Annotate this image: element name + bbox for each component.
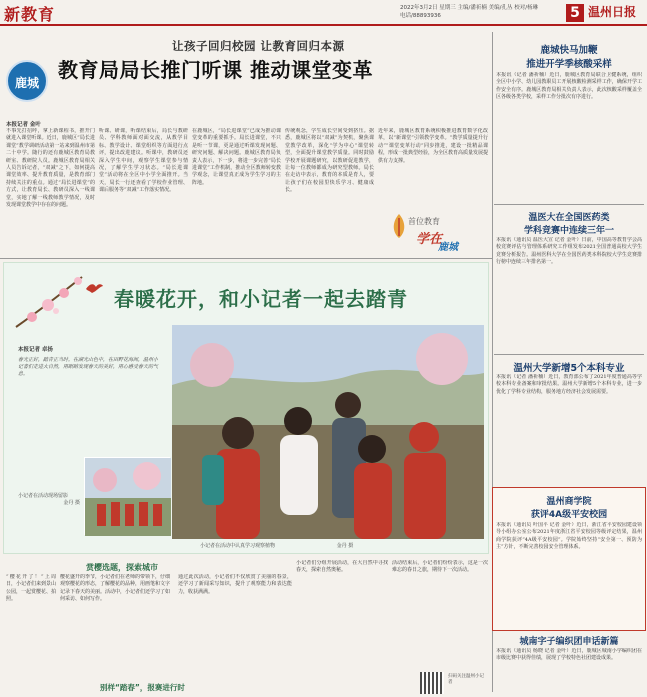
news-body: 本报讯（记者 潘祈楠）近日，教育部公布了2021年度普通高等学校本科专业备案和审批结果。温州大学新增5个本科专业，进一步优化了学科专业结构，服务地方经济社会发展需要。 [496,374,642,395]
subsection-text: 樱花盛开的季节，小记者们在老师的带领下，仔细观察樱花的形态，了解樱花的品种，用画笔和文字记录下春天的美丽。活动中，小记者们还学习了如何采访、如何写作。 [60,574,170,603]
section-name: 新教育 [4,5,56,24]
news-body: 本报讯（通讯员 叶国平 记者 金叶）近日，浙江省平安校园建设领导小组办公室公布2021年度浙江省平安校园等级评定结果，温州商学院获评“4A级平安校园”。学院始终坚持“安全第一、预防为主”方针，不断完善校园安全管理体系。 [496,522,642,551]
activity-photo-large [172,325,484,539]
subsection-title: 赏樱选题，探索城市 [86,563,158,572]
subsection-text: 小记者们分组开展活动，在大自然中寻找春天，探索自然奥秘。 [296,560,388,574]
news-body: 本报讯（通讯员 温医大宣 记者 金叶）日前，中国高等教育学会高校竞赛评估与管理体系研究工作组发布2021全国普通高校大学生竞赛分析报告。温州医科大学在全国医药类本科院校大学生竞赛排行榜中连续三年排名第一。 [496,237,642,266]
large-photo-caption [200,542,353,549]
lead-kicker: 让孩子回归校园 让教育回归本源 [172,39,345,53]
logo-line-1: 首位教育 [408,217,440,226]
lead-byline: 本报记者 金叶 [6,122,41,128]
subsection-title: 别样“踏春”，报赛进行时 [100,683,185,692]
news-headline: 温州大学新增5个本科专业 [513,363,625,374]
lead-article [0,32,492,257]
lead-column-4: 传统观念，学生成长空间受到挤压。据悉，鹿城区将以“双减”为契机，聚焦课堂教学改革，深化“学为中心”课堂转型，全面提升课堂教学质量。同时鼓励学校开展课题研究，以教研促进教学，让每一位教师都成为研究型教师。局长在走访中表示，教育的本质是育人，要让孩子们在校园里快乐学习、健康成长。 [285,128,374,194]
qr-label: 扫码关注温州小记者 [448,674,484,685]
large-photo-credit: 金丹 摄 [336,543,354,549]
right-column [494,32,644,692]
feature-byline: 本报记者 卓扬 [18,347,53,353]
divider [494,204,644,205]
news-headline: 温医大在全国医药类 [528,213,610,223]
activity-photo-small [84,457,170,535]
lucheng-badge: 鹿城 [6,60,48,102]
feature-headline: 春暖花开，和小记者一起去踏青 [114,287,408,311]
issue-info [400,4,538,20]
logo-line-3: 鹿城 [438,242,458,253]
small-photo-caption [18,493,80,507]
news-body: 本报讯（通讯员 杨晓 记者 金叶）近日，鹿城区城南小学编织团在市级比赛中获得佳绩，展现了学校特色社团建设成果。 [496,648,642,662]
issue-phone: 电话/88893936 [400,13,441,19]
large-photo-caption-text: 小记者在活动中认真学习观察植物 [200,543,276,549]
qr-code[interactable] [420,672,444,694]
news-headline: 城南字子编织团申话新篇 [519,637,619,647]
feature-section [3,262,489,554]
subsection-text: 活动结束后，小记者们纷纷表示，这是一次难忘的春日之旅，期待下一次活动。 [392,560,488,574]
news-body: 本报讯（记者 潘祈楠）近日，鹿城区教育局联合卫健系统，组织全区中小学、幼儿园教职员工开展核酸检测采样工作，确保开学工作安全有序。鹿城区教育局相关负责人表示，此次核酸采样覆盖全区各级各类学校，采样工作分批次有序进行。 [496,72,642,101]
lead-headline: 教育局局长推门听课 推动课堂变革 [58,58,373,82]
bird-icon [84,281,104,295]
subsection-text: 通过此次活动，小记者们不仅欣赏了美丽的春景，还学习了新闻采写知识，提升了观察能力和表达能力，收获满满。 [178,574,292,595]
page-header [0,0,647,26]
logo-line-2: 学在 [416,232,443,247]
lead-column-3: 在鹿城区，“局长进课堂”已成为推动课堂变革的重要抓手。局长进课堂，不只是听一节课，更是通过听课发现问题、研究问题、解决问题。鹿城区教育局负责人表示，下一步，将进一步完善“局长进课堂”工作机制，推动全区教师转变教学观念，让课堂真正成为学生学习的主阵地。 [192,128,281,186]
small-photo-caption-text: 小记者在活动现场留影 [18,493,69,499]
news-headline: 学科竞赛中连续三年一 [523,226,614,236]
news-headline: 鹿城快马加鞭 [540,45,598,56]
children-outdoor-photo [172,325,484,539]
leaf-icon [390,212,408,240]
news-headline: 获评4A级平安校园 [530,510,608,520]
subsection-text: “樱花开了！”上周日，小记者们来到景山公园，一起赏樱花、拍照。 [6,574,56,603]
divider [494,354,644,355]
news-headline: 温州商学院 [546,497,592,507]
issue-line: 2022年3月2日 星期三 主编/潘祈楠 美编/孔丛 校对/杨琳 [400,5,539,11]
lead-column-2: 听课、研课，听课结束后，局长与教研员、学科教师面对面交流，从教学目标、教学设计、课堂组织等方面进行点评，提出改进建议。听课中，教研员还深入学生中间，观察学生课堂参与情况，了解学生学习状态。“局长进课堂”活动将在全区中小学全面推开。当天，局长一行还查看了学校作业管理、课后服务等“双减”工作落实情况。 [99,128,188,194]
small-photo-credit: 金丹 摄 [63,500,80,506]
education-logo [388,208,484,254]
lead-column-5: 近年来，鹿城区教育系统积极推进教育数字化改革，以“新课堂”引领教学变革。“教学质量提升行动”“课堂变革行动”同步推进，建设一批精品课程，形成一批典型经验，为全区教育高质量发展提供有力支撑。 [378,128,488,164]
divider [0,258,492,259]
feature-intro: 春光正好，踏青正当时。在湖光山色中，在田野花海间，温州小记者们走进大自然，用眼睛发现春天的美好，用心感受春天的气息。 [18,357,159,377]
news-headline: 推进开学季核酸采样 [526,59,612,70]
group-photo-image [85,458,171,536]
lead-column-1: 不事先打招呼，拿上新课程书，推开门就进入课堂听课。近日，鹿城区“局长进课堂”教学调研活动第一站来到温州市第二十中学。随行的还有鹿城区教育局教研室、教研院人员。鹿城区教育局相关人员告诉记者，“双减”之下，如何提高课堂效率、提升教育质量，是教育部门持续关注的重点。通过“局长进课堂”的方式，让教育局长、教研员深入一线课堂，实地了解一线教师教学情况，及时发现课堂教学中存在的问题。 [6,128,95,209]
newspaper-name: 温州日报 [588,5,637,19]
page-number: 5 [566,4,584,22]
flower-branch-icon [12,267,102,337]
